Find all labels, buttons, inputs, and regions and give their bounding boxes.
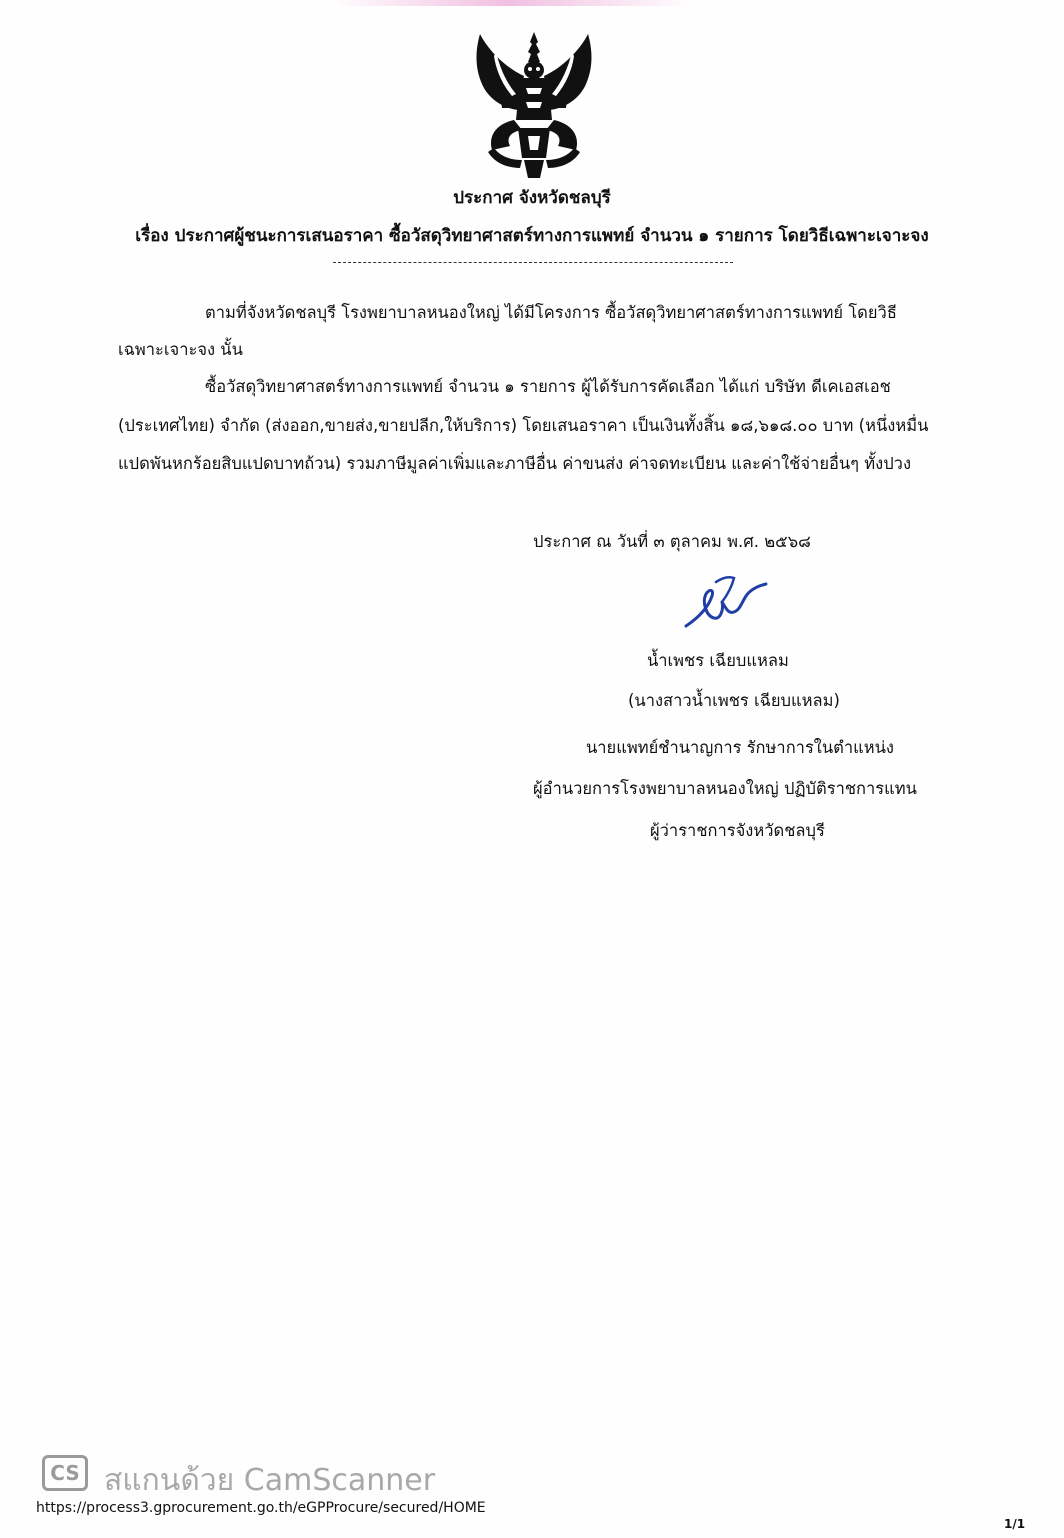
garuda-emblem-icon bbox=[466, 28, 602, 180]
signer-position-line-1: นายแพทย์ชำนาญการ รักษาการในตำแหน่ง bbox=[586, 738, 894, 757]
camscanner-logo: CS bbox=[42, 1455, 88, 1491]
paragraph-2-line-3: แปดพันหกร้อยสิบแปดบาทถ้วน) รวมภาษีมูลค่าเพิ่มและภาษีอื่น ค่าขนส่ง ค่าจดทะเบียน และค่าใช้จ่ายอื่นๆ ทั้งปวง bbox=[118, 454, 912, 473]
signer-name: น้ำเพชร เฉียบแหลม bbox=[647, 651, 789, 670]
paragraph-2-line-1: ซื้อวัสดุวิทยาศาสตร์ทางการแพทย์ จำนวน ๑ รายการ ผู้ได้รับการคัดเลือก ได้แก่ บริษัท ดีเคเอสเอช bbox=[205, 377, 891, 396]
signer-position-line-3: ผู้ว่าราชการจังหวัดชลบุรี bbox=[650, 821, 825, 840]
announcement-date: ประกาศ ณ วันที่ ๓ ตุลาคม พ.ศ. ๒๕๖๘ bbox=[533, 532, 811, 551]
handwritten-signature-icon bbox=[676, 572, 772, 636]
signer-full-name: (นางสาวน้ำเพชร เฉียบแหลม) bbox=[628, 691, 840, 710]
scan-edge-mark bbox=[330, 0, 690, 6]
dashed-divider bbox=[333, 262, 733, 263]
paragraph-1-line-2: เฉพาะเจาะจง นั้น bbox=[118, 340, 243, 359]
paragraph-1-line-1: ตามที่จังหวัดชลบุรี โรงพยาบาลหนองใหญ่ ได้มีโครงการ ซื้อวัสดุวิทยาศาสตร์ทางการแพทย์ โดยวิธี bbox=[205, 303, 897, 322]
camscanner-watermark: สแกนด้วย CamScanner bbox=[104, 1463, 436, 1498]
source-url: https://process3.gprocurement.go.th/eGPProcure/secured/HOME bbox=[36, 1500, 486, 1516]
paragraph-2-line-2: (ประเทศไทย) จำกัด (ส่งออก,ขายส่ง,ขายปลีก,ให้บริการ) โดยเสนอราคา เป็นเงินทั้งสิ้น ๑๘,๖๑๘.๐๐ บาท (หนึ่งหมื่น bbox=[118, 416, 929, 435]
page-number: 1/1 bbox=[1004, 1517, 1026, 1531]
announcement-title: ประกาศ จังหวัดชลบุรี bbox=[453, 188, 611, 208]
signer-position-line-2: ผู้อำนวยการโรงพยาบาลหนองใหญ่ ปฏิบัติราชการแทน bbox=[533, 779, 917, 798]
announcement-subject: เรื่อง ประกาศผู้ชนะการเสนอราคา ซื้อวัสดุวิทยาศาสตร์ทางการแพทย์ จำนวน ๑ รายการ โดยวิธีเฉพาะเจาะจง bbox=[135, 226, 929, 246]
